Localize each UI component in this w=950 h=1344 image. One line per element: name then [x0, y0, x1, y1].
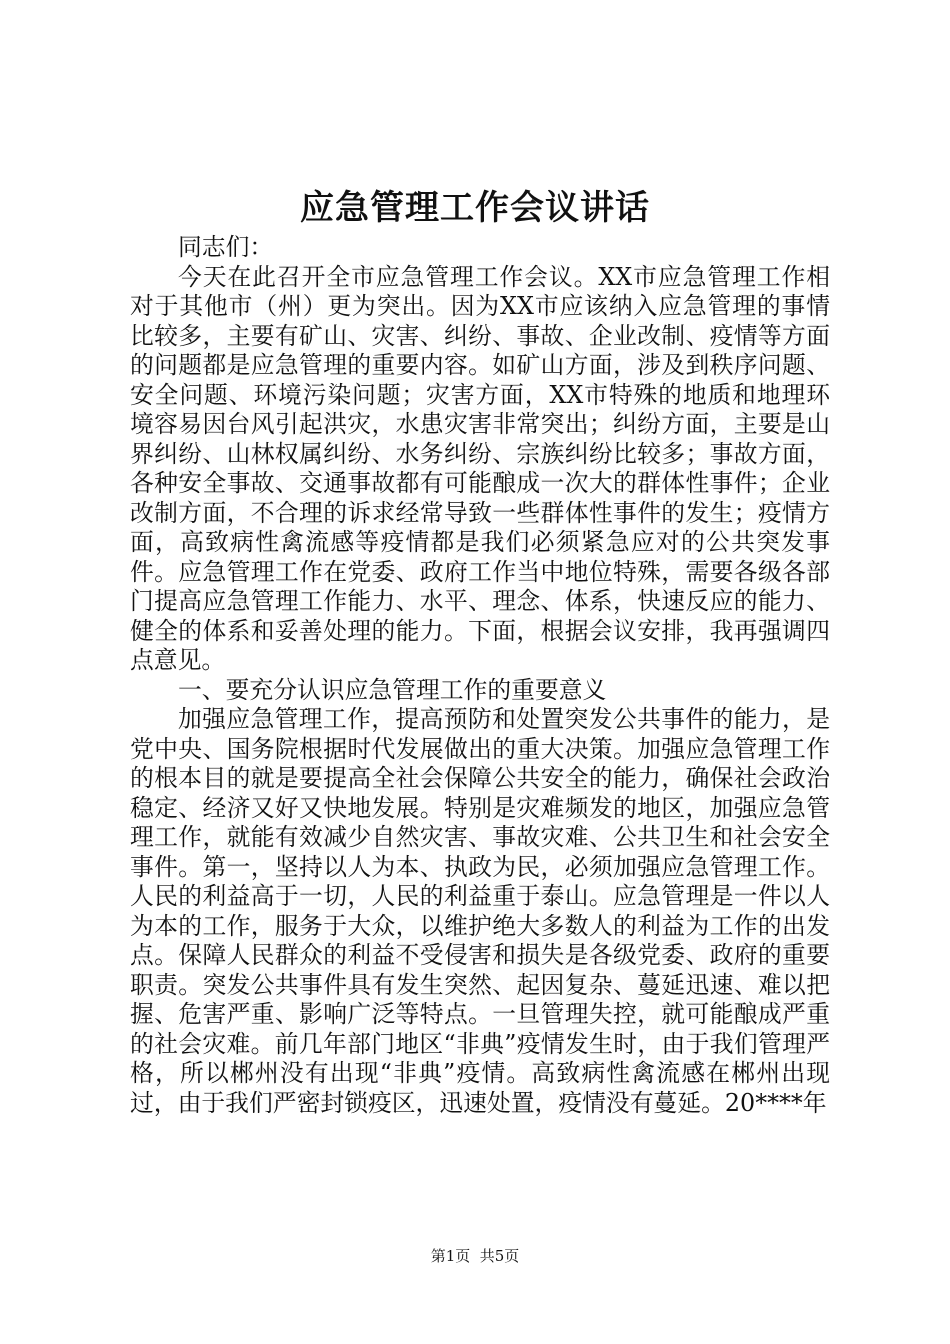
section-heading: 一、要充分认识应急管理工作的重要意义	[178, 675, 607, 704]
salutation-paragraph: 同志们：	[178, 233, 274, 261]
body-paragraph: 加强应急管理工作，提高预防和处置突发公共事件的能力，是党中央、国务院根据时代发展做出的重大决策。加强应急管理工作的根本目的就是要提高全社会保障公共安全的能力，确保社会政治稳定、经济又好又快地发展。特别是灾难频发的地区，加强应急管理工作，就能有效减少自然灾害、事故灾难、公共卫生和社会安全事件。第一，坚持以人为本、执政为民，必须加强应急管理工作。人民的利益高于一切，人民的利益重于泰山。应急管理是一件以人为本的工作，服务于大众，以维护绝大多数人的利益为工作的出发点。保障人民群众的利益不受侵害和损失是各级党委、政府的重要职责。突发公共事件具有发生突然、起因复杂、蔓延迅速、难以把握、危害严重、影响广泛等特点。一旦管理失控，就可能酿成严重的社会灾难。前几年部门地区“非典”疫情发生时，由于我们管理严格，所以郴州没有出现“非典”疫情。高致病性禽流感在郴州出现过，由于我们严密封锁疫区，迅速处置，疫情没有蔓延。20****年	[130, 705, 830, 1117]
page-number: 第1页 共5页	[430, 1247, 520, 1265]
document-title: 应急管理工作会议讲话	[300, 188, 650, 228]
page-footer	[0, 1246, 950, 1266]
intro-paragraph: 今天在此召开全市应急管理工作会议。XX市应急管理工作相对于其他市（州）更为突出。因为XX市应该纳入应急管理的事情比较多，主要有矿山、灾害、纠纷、事故、企业改制、疫情等方面的问题都是应急管理的重要内容。如矿山方面，涉及到秩序问题、安全问题、环境污染问题；灾害方面，XX市特殊的地质和地理环境容易因台风引起洪灾，水患灾害非常突出；纠纷方面，主要是山界纠纷、山林权属纠纷、水务纠纷、宗族纠纷比较多；事故方面，各种安全事故、交通事故都有可能酿成一次大的群体性事件；企业改制方面，不合理的诉求经常导致一些群体性事件的发生；疫情方面，高致病性禽流感等疫情都是我们必须紧急应对的公共突发事件。应急管理工作在党委、政府工作当中地位特殊，需要各级各部门提高应急管理工作能力、水平、理念、体系，快速反应的能力、健全的体系和妥善处理的能力。下面，根据会议安排，我再强调四点意见。	[130, 262, 830, 674]
document-body	[130, 233, 830, 1118]
